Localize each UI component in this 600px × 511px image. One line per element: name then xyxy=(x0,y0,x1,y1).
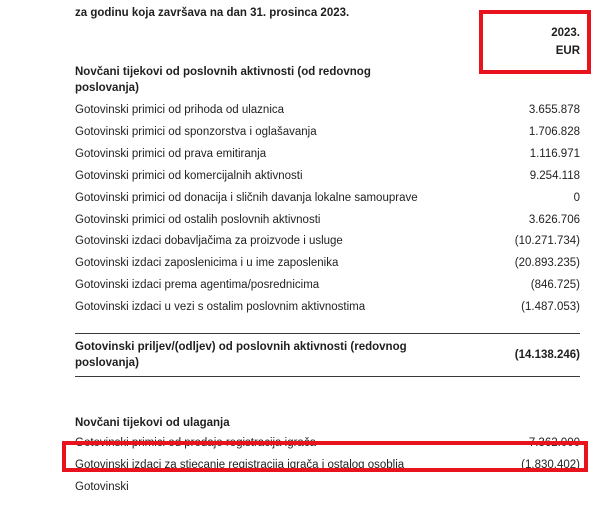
statement-row xyxy=(75,231,580,253)
statement-row xyxy=(75,455,580,477)
investing-rows xyxy=(75,433,580,499)
total-row-value: (14.138.246) xyxy=(514,348,580,361)
operating-rows xyxy=(75,100,580,319)
statement-row-clipped xyxy=(75,477,580,499)
statement-row xyxy=(75,166,580,188)
total-row-label: Gotovinski priljev/(odljev) od poslovnih aktivnosti (redovnog poslovanja) xyxy=(75,340,407,369)
row-label: Gotovinski izdaci zaposlenicima i u ime zaposlenika xyxy=(75,257,339,270)
row-value: 3.655.878 xyxy=(528,104,580,117)
statement-row xyxy=(75,144,580,166)
row-label: Gotovinski primici od komercijalnih aktivnosti xyxy=(75,169,303,182)
row-value: (1.830.402) xyxy=(521,458,580,471)
operating-section-heading: Novčani tijekovi od poslovnih aktivnosti (od redovnog poslovanja) xyxy=(75,66,371,94)
period-line: za godinu koja završava na dan 31. prosinca 2023. xyxy=(75,7,350,19)
row-value: 0 xyxy=(573,191,580,204)
row-value: 3.626.706 xyxy=(528,213,580,226)
row-value: 7.362.000 xyxy=(528,436,580,449)
statement-row xyxy=(75,297,580,319)
row-label: Gotovinski primici od ostalih poslovnih aktivnosti xyxy=(75,213,321,226)
row-label: Gotovinski izdaci za stjecanje registracija igrača i ostalog osoblja xyxy=(75,458,405,471)
row-label: Gotovinski primici od prodaje registracija igrača xyxy=(75,436,316,449)
statement-row xyxy=(75,433,580,455)
row-value: 1.706.828 xyxy=(528,126,580,139)
statement-row xyxy=(75,100,580,122)
row-value: (1.487.053) xyxy=(521,301,580,314)
row-label: Gotovinski primici od prava emitiranja xyxy=(75,147,267,160)
statement-row xyxy=(75,253,580,275)
row-value: 1.116.971 xyxy=(529,147,580,160)
row-value: (10.271.734) xyxy=(514,235,580,248)
operating-total-row xyxy=(75,333,580,377)
row-label: Gotovinski primici od prihoda od ulaznica xyxy=(75,104,285,117)
row-label: Gotovinski primici od sponzorstva i oglašavanja xyxy=(75,126,317,139)
statement-row xyxy=(75,188,580,210)
statement-row xyxy=(75,275,580,297)
column-header xyxy=(75,24,580,60)
investing-section-heading: Novčani tijekovi od ulaganja xyxy=(75,416,230,429)
column-header-year: 2023. xyxy=(551,27,580,39)
row-value: 9.254.118 xyxy=(529,169,580,182)
column-header-currency: EUR xyxy=(555,45,580,57)
statement-row xyxy=(75,122,580,144)
row-value: (846.725) xyxy=(530,279,580,292)
row-label: Gotovinski xyxy=(75,480,129,493)
row-label: Gotovinski izdaci dobavljačima za proizvode i usluge xyxy=(75,235,343,248)
row-value: (20.893.235) xyxy=(514,257,580,270)
row-label: Gotovinski primici od donacija i sličnih davanja lokalne samouprave xyxy=(75,191,418,204)
row-label: Gotovinski izdaci prema agentima/posrednicima xyxy=(75,279,320,292)
row-label: Gotovinski izdaci u vezi s ostalim poslovnim aktivnostima xyxy=(75,301,366,314)
statement-row xyxy=(75,209,580,231)
